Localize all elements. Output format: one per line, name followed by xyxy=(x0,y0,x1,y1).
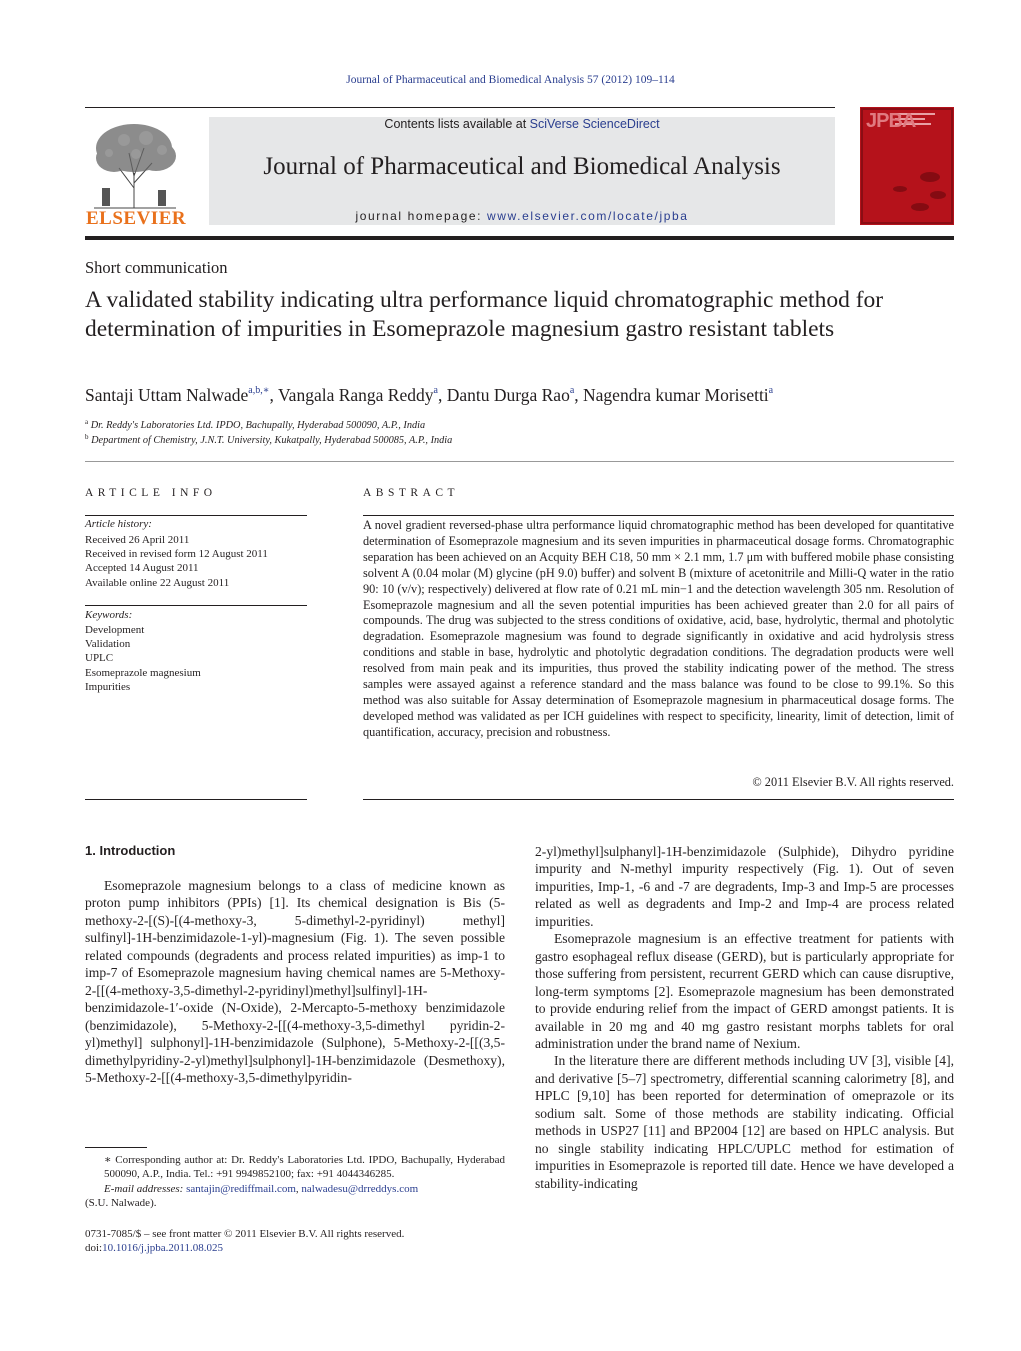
corresponding-author-text: ∗ Corresponding author at: Dr. Reddy's Laboratories Ltd. IPDO, Bachupally, Hyderabad 500090, A.P., India. Tel.: +91 9949852100; fax: +91 4044346285. xyxy=(104,1154,505,1181)
abstract-heading: ABSTRACT xyxy=(363,487,460,499)
abstract-text: A novel gradient reversed-phase ultra performance liquid chromatographic method has been developed for quantitative determination of Esomeprazole magnesium and its seven impurities in pharmaceutical dosage forms. Chromatographic separation has been achieved on an Acquity BEH C18, 50 mm × 2.1 mm, 1.7 μm with buffered mobile phase consisting solvent A (0.04 molar (M) glycine (pH 9.0) buffer) and solvent B (mixture of acetonitrile and Milli-Q water in the ratio 90: 10 (v/v); respectively) delivered at flow rate of 0.21 mL min−1 and the detection wavelength 305 nm. Resolution of Esomeprazole magnesium and all the seven potential impurities has been achieved greater than 2.0 for all pairs of compounds. The drug was subjected to the stress conditions of oxidative, acid, base, hydrolytic, thermal and photolytic degradation. Esomeprazole magnesium was found to degrade significantly in oxidative and acid hydrolysis stress conditions and stable in base, hydrolytic and photolytic degradation conditions. The degradation products were well resolved from main peak and its impurities, thus proved the stability indicating power of the method. The stress samples were assayed against a reference standard and the mass balance was found to be close to 99.1%. So this method was also suitable for Assay determination of Esomeprazole magnesium in pharmaceutical dosage forms. The developed method was validated as per ICH guidelines with respect to specificity, linearity, limit of detection, limit of quantification, accuracy, precision and robustness. xyxy=(363,518,954,739)
keywords-label: Keywords: xyxy=(85,609,133,621)
issn-line: 0731-7085/$ – see front matter © 2011 Elsevier B.V. All rights reserved. xyxy=(85,1228,405,1240)
history-item: Received 26 April 2011 xyxy=(85,534,190,546)
homepage-prefix: journal homepage: xyxy=(355,209,487,223)
issn-block xyxy=(85,1227,404,1256)
contents-prefix: Contents lists available at xyxy=(384,117,530,131)
author-affiliation-mark[interactable]: a xyxy=(433,385,438,396)
affiliation-a xyxy=(85,418,425,431)
author-name[interactable]: Dantu Durga Rao xyxy=(446,385,570,405)
keyword-item: Impurities xyxy=(85,680,131,693)
article-type: Short communication xyxy=(85,258,228,277)
body-column-left xyxy=(85,877,505,1086)
homepage-link[interactable]: www.elsevier.com/locate/jpba xyxy=(487,209,689,223)
doi-line xyxy=(85,1241,404,1255)
body-paragraph: Esomeprazole magnesium belongs to a class of medicine known as proton pump inhibitors (PPIs) [1]. Its chemical designation is Bis (5-methoxy-2-[(S)-[(4-methoxy-3, 5-dimethyl-2-pyridinyl) methyl] sulfinyl]-1H-benzimidazole-1-yl)-magnesium (Fig. 1). The seven possible related compounds (degradents and process related impurities) as imp-1 to imp-7 of Esomeprazole magnesium having chemical names are 5-Methoxy-2-[[(4-methoxy-3,5-dimethyl-2-pyridinyl)methyl]sulfinyl]-1H-benzimidazole-1′-oxide (N-Oxide), 2-Mercapto-5-methoxy benzimidazole (benzimidazole), 5-Methoxy-2-[[(4-methoxy-3,5-dimethyl pyridin-2-yl)methyl] sulphonyl]-1H-benzimidazole (Sulphone), 5-Methoxy-2-[[(3,5-dimethylpyridiny-2-yl)methyl]sulphonyl]-1H-benzimidazole (Desmethoxy), 5-Methoxy-2-[[(4-methoxy-3,5-dimethylpyridin- xyxy=(85,878,505,1085)
history-item: Available online 22 August 2011 xyxy=(85,576,230,589)
email-owner: (S.U. Nalwade). xyxy=(85,1196,157,1209)
author-name[interactable]: Vangala Ranga Reddy xyxy=(277,385,434,405)
author-affiliation-mark[interactable]: a xyxy=(768,385,774,396)
affiliation-text: Department of Chemistry, J.N.T. University, Kukatpally, Hyderabad 500085, A.P., India xyxy=(91,435,453,446)
history-item: Received in revised form 12 August 2011 xyxy=(85,548,268,561)
copyright: © 2011 Elsevier B.V. All rights reserved. xyxy=(752,775,954,789)
elsevier-wordmark: ELSEVIER xyxy=(86,208,187,229)
article-title: A validated stability indicating ultra performance liquid chromatographic method for determination of impurities in Esomeprazole magnesium gastro resistant tablets xyxy=(85,287,884,342)
email-label: E-mail addresses: xyxy=(104,1182,184,1195)
body-paragraph: 2-yl)methyl]sulphanyl]-1H-benzimidazole (Sulphide), Dihydro pyridine impurity and N-methyl impurity respectively (Fig. 1). Out of seven impurities, Imp-1, -6 and -7 are degradents, Imp-3 and Imp-5 are processes related as well as degradents and Imp-2 and Imp-4 are process related impurities. xyxy=(535,844,954,929)
journal-reference[interactable]: Journal of Pharmaceutical and Biomedical Analysis 57 (2012) 109–114 xyxy=(346,74,675,86)
history-label: Article history: xyxy=(85,518,152,530)
affiliation-mark: b xyxy=(85,433,89,441)
header-rule xyxy=(85,107,835,108)
email-link[interactable]: santajin@rediffmail.com xyxy=(186,1182,296,1195)
affiliation-mark: a xyxy=(85,418,89,426)
author-affiliation-mark[interactable]: a,b,∗ xyxy=(248,385,270,396)
keyword-item: UPLC xyxy=(85,652,114,665)
keyword-item: Development xyxy=(85,624,145,636)
elsevier-tree-logo-icon xyxy=(84,118,186,212)
history-list xyxy=(85,533,268,590)
body-paragraph: In the literature there are different methods including UV [3], visible [4], and derivative [5–7] spectrometry, differential scanning calorimetry [8], and HPLC [9,10] has been reported for determination of omeprazole or its sodium salt. Some of those methods are stability indicating. Official methods in USP27 [11] and BP2004 [12] are based on HPLC analysis. But no single stability indicating HPLC/UPLC method for estimation of impurities in Esomeprazole is reported till date. Hence we have developed a stability-indicating xyxy=(535,1053,954,1191)
email-link[interactable]: nalwadesu@drreddys.com xyxy=(301,1182,419,1195)
keywords-list xyxy=(85,623,201,694)
affiliation-text: Dr. Reddy's Laboratories Ltd. IPDO, Bachupally, Hyderabad 500090, A.P., India xyxy=(90,420,426,431)
body-paragraph: Esomeprazole magnesium is an effective treatment for patients with gastro esophageal reflux disease (GERD), but is particularly appropriate for those suffering from persistent, recurrent GERD which can cause disruptive, long-term symptoms [2]. Esomeprazole magnesium has been demonstrated to provide enduring relief from the impact of GERD amongst patients. It is available in 20 mg and 40 mg gastro resistant morphs tablets for oral administration under the brand name of Nexium. xyxy=(535,931,954,1051)
keyword-item: Esomeprazole magnesium xyxy=(85,666,201,679)
journal-title: Journal of Pharmaceutical and Biomedical Analysis xyxy=(263,153,781,180)
article-info-bottom-rule xyxy=(85,799,307,800)
author-name[interactable]: Santaji Uttam Nalwade xyxy=(85,385,249,405)
author-name[interactable]: Nagendra kumar Morisetti xyxy=(583,385,769,405)
footnote-rule xyxy=(85,1147,147,1148)
homepage-line xyxy=(209,209,835,223)
email-separator: , xyxy=(295,1182,302,1195)
contents-line xyxy=(209,117,835,131)
doi-link[interactable]: 10.1016/j.jpba.2011.08.025 xyxy=(102,1242,224,1255)
corresponding-author-footnote xyxy=(85,1153,505,1210)
keyword-item: Validation xyxy=(85,638,131,651)
body-column-right xyxy=(535,843,954,1192)
keywords-rule xyxy=(85,605,307,606)
doi-prefix: doi: xyxy=(85,1242,103,1255)
author-list: Santaji Uttam Nalwade$^{a,b,∗}$, Vangala Ranga Reddy$^a$, Dantu Durga Rao$^a$, Nagendra kumar Morisetti$^a$ xyxy=(85,385,774,405)
affiliation-rule xyxy=(85,461,954,462)
article-info-heading: ARTICLE INFO xyxy=(85,487,217,499)
affiliation-b xyxy=(85,433,452,446)
author-affiliation-mark[interactable]: a xyxy=(569,385,575,396)
article-info-rule xyxy=(85,515,307,516)
abstract-rule xyxy=(363,515,954,516)
history-item: Accepted 14 August 2011 xyxy=(85,562,199,575)
section-heading-introduction: 1. Introduction xyxy=(85,843,176,858)
header-thick-rule xyxy=(85,236,954,240)
sciencedirect-link[interactable]: SciVerse ScienceDirect xyxy=(529,117,660,131)
cover-title: JPBA xyxy=(866,110,916,132)
email-line xyxy=(85,1182,505,1196)
abstract-bottom-rule xyxy=(363,799,954,800)
